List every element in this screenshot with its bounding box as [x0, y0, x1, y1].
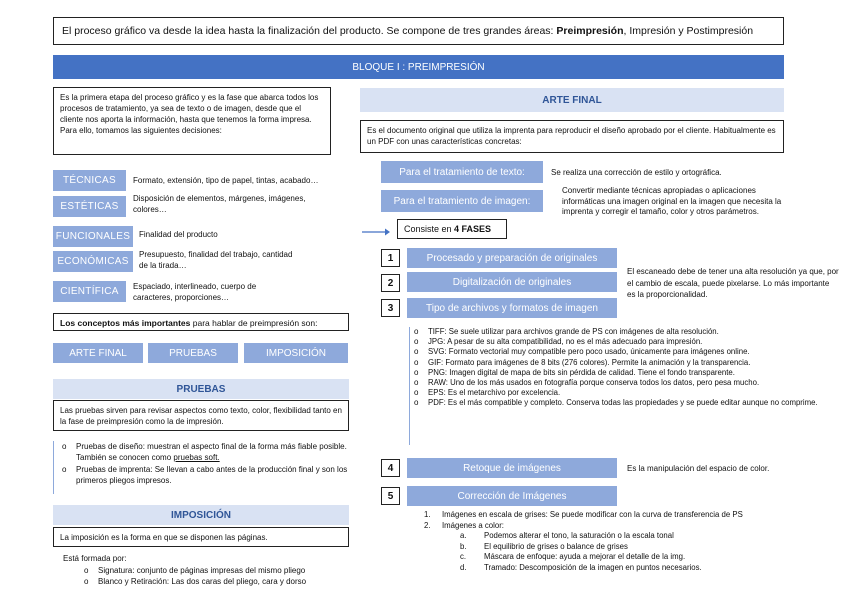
- category-desc: Disposición de elementos, márgenes, imágenes, colores…: [133, 194, 306, 214]
- list-item: [460, 563, 830, 574]
- correccion-list: [420, 510, 830, 573]
- item-text: Máscara de enfoque: ayuda a mejorar el detalle de la img.: [484, 552, 686, 561]
- item-text: Imágenes en escala de grises: Se puede modificar con la curva de transferencia de PS: [442, 510, 743, 519]
- imposicion-title: [53, 505, 349, 525]
- category-desc: Presupuesto, finalidad del trabajo, cantidad de la tirada…: [139, 250, 293, 270]
- arte-final-desc-text: Es el documento original que utiliza la imprenta para reproducir el diseño aprobado por el cliente. Habitualmente es un PDF con unas características concretas:: [367, 126, 776, 146]
- pruebas-title-text: PRUEBAS: [176, 383, 226, 395]
- item-text: Podemos alterar el tono, la saturación o la escala tonal: [484, 531, 674, 540]
- pruebas-button[interactable]: [148, 343, 238, 363]
- fases-text: Consiste en: [404, 224, 455, 234]
- category-label: ESTÉTICAS: [60, 201, 119, 212]
- item-text: Tramado: Descomposición de la imagen en puntos necesarios.: [484, 562, 702, 572]
- category-economicas: [53, 251, 133, 272]
- pruebas-soft-link: pruebas soft.: [173, 453, 220, 462]
- category-esteticas: [53, 196, 126, 217]
- pruebas-list: [53, 441, 349, 494]
- format-text: EPS: Es el metarchivo por excelencia.: [428, 388, 561, 398]
- button-label: PRUEBAS: [169, 347, 217, 359]
- intro-box: [53, 17, 784, 45]
- bloque-title-text: BLOQUE I : PREIMPRESIÓN: [352, 61, 485, 73]
- phase-procesado[interactable]: [407, 248, 617, 268]
- list-item: [460, 531, 830, 542]
- list-item: o PNG: Imagen digital de mapa de bits sin pérdida de calidad. Tiene el fondo transparente.: [414, 367, 735, 377]
- list-item: o JPG: A pesar de su alta compatibilidad, no es el más adecuado para impresión.: [414, 337, 703, 347]
- imposicion-button[interactable]: [244, 343, 348, 363]
- item-number: 2.: [424, 520, 431, 530]
- list-item: [420, 521, 830, 532]
- pruebas-desc-text: Las pruebas sirven para revisar aspectos como texto, color, flexibilidad tanto en la fase de preimpresión como la de impresión.: [60, 406, 342, 426]
- phase-tipo-archivos[interactable]: [407, 298, 617, 318]
- list-item: o Signatura: conjunto de páginas impresas del mismo pliego: [84, 566, 306, 575]
- concepts-bold: Los conceptos más importantes: [60, 318, 191, 328]
- list-item: o Pruebas de diseño: muestran el aspecto final de la forma más fiable posible. También se conocen como pruebas soft.: [62, 442, 347, 462]
- intro-text: El proceso gráfico va desde la idea hasta la finalización del producto. Se compone de tres grandes áreas:: [62, 25, 557, 37]
- tratamiento-imagen-button[interactable]: [381, 190, 543, 212]
- list-item: o PDF: Es el más compatible y completo. Conserva todas las propiedades y se puede editar aunque no comprime.: [414, 398, 818, 408]
- button-label: Para el tratamiento de imagen:: [393, 195, 531, 207]
- phase-number: [381, 249, 400, 267]
- item-letter: b.: [460, 541, 467, 551]
- item-letter: d.: [460, 562, 467, 572]
- format-text: JPG: A pesar de su alta compatibilidad, no es el más adecuado para impresión.: [428, 337, 703, 347]
- item-text: Imágenes a color:: [442, 520, 504, 530]
- bloque-title: [53, 55, 784, 79]
- button-label: IMPOSICIÓN: [265, 347, 326, 359]
- phase-label: Tipo de archivos y formatos de imagen: [426, 302, 598, 314]
- format-text: TIFF: Se suele utilizar para archivos grande de PS con imágenes de alta resolución.: [428, 327, 719, 336]
- arte-final-title-text: ARTE FINAL: [542, 94, 602, 106]
- list-item: [420, 510, 830, 521]
- imposicion-formed-by: Está formada por:: [63, 554, 127, 563]
- retoque-desc: Es la manipulación del espacio de color.: [627, 464, 770, 473]
- concepts-box: [53, 313, 349, 331]
- format-text: PNG: Imagen digital de mapa de bits sin pérdida de calidad. Tiene el fondo transparente.: [428, 367, 735, 377]
- imposicion-title-text: IMPOSICIÓN: [170, 509, 231, 521]
- phase-retoque[interactable]: [407, 458, 617, 478]
- list-item: o RAW: Uno de los más usados en fotografía porque conserva todos los datos, pero pesa mucho.: [414, 378, 760, 388]
- phase-number-text: 3: [387, 302, 394, 314]
- pruebas-title: [53, 379, 349, 399]
- list-item: o Blanco y Retiración: Las dos caras del pliego, cara y dorso: [84, 577, 307, 586]
- list-item: o GIF: Formato para imágenes de 8 bits (276 colores). Permite la animación y la transparencia.: [414, 357, 751, 367]
- escaneado-desc: El escaneado debe de tener una alta resolución ya que, por el cambio de escala, puede pixelarse. Lo más importante es la proporcionalidad.: [627, 267, 839, 299]
- bullet-text: Pruebas de imprenta: Se llevan a cabo antes de la producción final y son los primeros pliegos impresos.: [76, 465, 348, 485]
- intro-text-end: , Impresión y Postimpresión: [623, 25, 754, 37]
- phase-label: Procesado y preparación de originales: [426, 252, 598, 264]
- pruebas-desc: [53, 400, 349, 431]
- item-text: El equilibrio de grises o balance de grises: [484, 541, 628, 551]
- list-item: o EPS: Es el metarchivo por excelencia.: [414, 388, 561, 398]
- category-desc: Finalidad del producto: [139, 230, 218, 239]
- formats-list: [409, 327, 829, 445]
- list-item: o TIFF: Se suele utilizar para archivos grande de PS con imágenes de alta resolución.: [414, 327, 719, 336]
- fases-bold: 4 FASES: [454, 224, 492, 234]
- imposicion-list: [80, 565, 350, 587]
- preimpresion-intro: [53, 87, 331, 155]
- format-text: RAW: Uno de los más usados en fotografía porque conserva todos los datos, pero pesa mucho.: [428, 378, 760, 388]
- category-label: CIENTÍFICA: [60, 286, 119, 297]
- correccion-sublist: [420, 531, 830, 573]
- arte-final-desc: [360, 120, 784, 153]
- imposicion-desc-text: La imposición es la forma en que se disponen las páginas.: [60, 533, 268, 542]
- phase-number: [381, 299, 400, 317]
- phase-digitalizacion[interactable]: [407, 272, 617, 292]
- arte-final-title: [360, 88, 784, 112]
- bullet-text: Blanco y Retiración: Las dos caras del pliego, cara y dorso: [98, 577, 307, 586]
- item-letter: a.: [460, 531, 467, 540]
- phase-number-text: 1: [387, 252, 394, 264]
- preimpresion-intro-text: Es la primera etapa del proceso gráfico y es la fase que abarca todos los procesos de tratamiento, ya sea de texto o de imagen, desde que el cliente nos aporta la información, hasta que tenemos la forma impresa. Para ello, tomamos las siguientes decisiones:: [60, 93, 319, 135]
- fases-box: [397, 219, 507, 239]
- bullet-text: Pruebas de diseño: muestran el aspecto final de la forma más fiable posible. También se conocen como: [76, 442, 347, 462]
- category-cientifica: [53, 281, 126, 302]
- phase-label: Retoque de imágenes: [463, 462, 561, 474]
- phase-number-text: 4: [387, 462, 394, 474]
- phase-correccion[interactable]: [407, 486, 617, 506]
- category-label: FUNCIONALES: [55, 231, 131, 242]
- phase-number: [381, 274, 400, 292]
- list-item: [460, 552, 830, 563]
- category-funcionales: [53, 226, 133, 247]
- phase-number-text: 5: [387, 490, 394, 502]
- format-text: PDF: Es el más compatible y completo. Conserva todas las propiedades y se puede editar aunque no comprime.: [428, 398, 818, 408]
- category-desc: Espaciado, interlineado, cuerpo de caracteres, proporciones…: [133, 282, 257, 302]
- item-letter: c.: [460, 552, 467, 561]
- bullet-text: Signatura: conjunto de páginas impresas del mismo pliego: [98, 566, 306, 575]
- item-number: 1.: [424, 510, 431, 519]
- button-label: Para el tratamiento de texto:: [399, 166, 525, 178]
- intro-bold: Preimpresión: [556, 25, 624, 37]
- tratamiento-texto-desc: Se realiza una corrección de estilo y ortográfica.: [551, 168, 722, 177]
- tratamiento-texto-button[interactable]: [381, 161, 543, 183]
- phase-number: [381, 459, 400, 477]
- arte-final-button[interactable]: [53, 343, 143, 363]
- button-label: ARTE FINAL: [69, 347, 127, 359]
- phase-label: Corrección de Imágenes: [457, 490, 567, 502]
- category-label: TÉCNICAS: [63, 175, 116, 186]
- phase-label: Digitalización de originales: [452, 276, 572, 288]
- category-label: ECONÓMICAS: [57, 256, 129, 267]
- phase-number: [381, 487, 400, 505]
- imposicion-desc: [53, 527, 349, 547]
- list-item: [460, 542, 830, 553]
- tratamiento-imagen-desc: Convertir mediante técnicas apropiadas o aplicaciones informáticas una imagen original en la imagen que necesita la imprenta y corregir el tamaño, color y otros parámetros.: [562, 186, 782, 216]
- arrow-right-icon: [361, 224, 391, 242]
- list-item: o SVG: Formato vectorial muy compatible pero poco usado, únicamente para imágenes online.: [414, 347, 750, 357]
- category-desc: Formato, extensión, tipo de papel, tintas, acabado…: [133, 176, 319, 185]
- concepts-rest: para hablar de preimpresión son:: [190, 318, 318, 328]
- list-item: o Pruebas de imprenta: Se llevan a cabo antes de la producción final y son los primeros pliegos impresos.: [62, 465, 348, 485]
- category-tecnicas: [53, 170, 126, 191]
- phase-number-text: 2: [387, 277, 394, 289]
- format-text: GIF: Formato para imágenes de 8 bits (276 colores). Permite la animación y la transparencia.: [428, 357, 751, 367]
- format-text: SVG: Formato vectorial muy compatible pero poco usado, únicamente para imágenes online.: [428, 347, 750, 357]
